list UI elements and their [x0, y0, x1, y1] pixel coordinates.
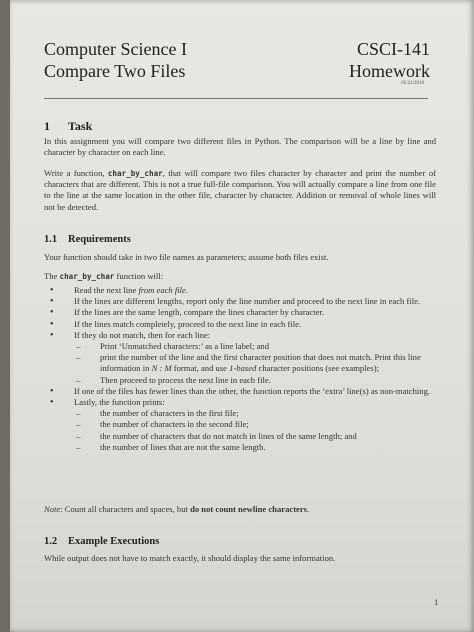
document-date: 05/21/2018	[401, 81, 424, 86]
section-heading-task	[44, 119, 92, 134]
format-notation: N : M	[151, 363, 172, 374]
sub-list-item-text: character positions (see examples);	[256, 363, 380, 374]
sub-list-item: – the number of characters in the second file;	[48, 419, 438, 430]
note-text: : Count all characters and spaces, but	[60, 504, 191, 514]
course-name: Computer Science I	[44, 39, 187, 59]
example-paragraph: While output does not have to match exactly, it should display the same information.	[44, 553, 336, 563]
subsection-title: Requirements	[68, 234, 131, 245]
section-title: Task	[68, 119, 93, 133]
header-rule	[44, 98, 428, 99]
list-item	[48, 285, 438, 296]
task-paragraph-2-before: Write a function,	[44, 168, 108, 178]
sub-list-item-text: format, and use	[171, 363, 230, 374]
sub-list-item	[48, 352, 438, 374]
requirements-paragraph-2	[44, 271, 436, 282]
subsection-number: 1.1	[44, 234, 58, 245]
note-paragraph	[44, 504, 436, 515]
header-right	[349, 38, 430, 82]
course-code: CSCI-141	[356, 39, 430, 59]
assignment-type: Homework	[349, 61, 430, 81]
requirements-paragraph-2-before: The	[44, 271, 60, 281]
document-page	[10, 0, 474, 632]
page-number: 1	[434, 597, 439, 607]
note-emphasis: do not count newline characters	[190, 504, 308, 514]
note-end: .	[307, 504, 310, 514]
sub-list-item: – Print ‘Unmatched characters:’ as a line label; and	[48, 341, 438, 352]
section-number: 1	[44, 119, 50, 133]
sub-list-item: – the number of characters in the first file;	[48, 408, 438, 419]
list-item: • If the lines are the same length, compare the lines character by character.	[48, 307, 438, 318]
subsection-number: 1.2	[44, 536, 58, 547]
subsection-title: Example Executions	[68, 536, 160, 547]
header-left	[44, 38, 187, 82]
function-name-code: char_by_char	[107, 169, 163, 178]
task-paragraph-1: In this assignment you will compare two different files in Python. The comparison will be a line by line and character by character on each line.	[44, 136, 436, 158]
task-paragraph-2-after: , that will compare two files character by character and print the number of characters that are different. This is not a true full-file comparison. You will actually compare a line from one file to the line at the same location in the other file, character by character. Addition or removal of whole lines will not be detected.	[44, 168, 436, 212]
subsection-heading-examples	[44, 536, 159, 547]
sub-list-item: – the number of lines that are not the same length.	[48, 442, 438, 453]
list-item-emphasis: 1-based	[229, 363, 257, 374]
list-item: • If one of the files has fewer lines than the other, the function reports the ‘extra’ line(s) as non-matching.	[48, 386, 438, 397]
list-item: • If the lines match completely, proceed to the next line in each file.	[48, 319, 438, 330]
sub-list-item-text: print the number of the line and the first character position that does not match. Print this line information in	[100, 352, 421, 374]
requirements-paragraph-2-after: function will:	[114, 271, 164, 281]
requirements-list	[48, 285, 438, 453]
function-name-code: char_by_char	[59, 272, 115, 281]
task-paragraph-2	[44, 168, 436, 213]
sub-list-item: – the number of characters that do not match in lines of the same length; and	[48, 431, 438, 442]
sub-list-item: – Then proceed to process the next line in each file.	[48, 375, 438, 386]
assignment-title: Compare Two Files	[44, 61, 186, 81]
subsection-heading-requirements	[44, 234, 131, 245]
list-item-text: Read the next line	[74, 285, 139, 295]
list-item-emphasis: from each file.	[138, 285, 188, 295]
note-label: Note	[44, 504, 61, 514]
list-item: • If they do not match, then for each line:	[48, 330, 438, 341]
requirements-paragraph-1: Your function should take in two file names as parameters; assume both files exist.	[44, 252, 329, 262]
list-item: • Lastly, the function prints:	[48, 397, 438, 408]
list-item: • If the lines are different lengths, report only the line number and proceed to the next line in each file.	[48, 296, 438, 307]
